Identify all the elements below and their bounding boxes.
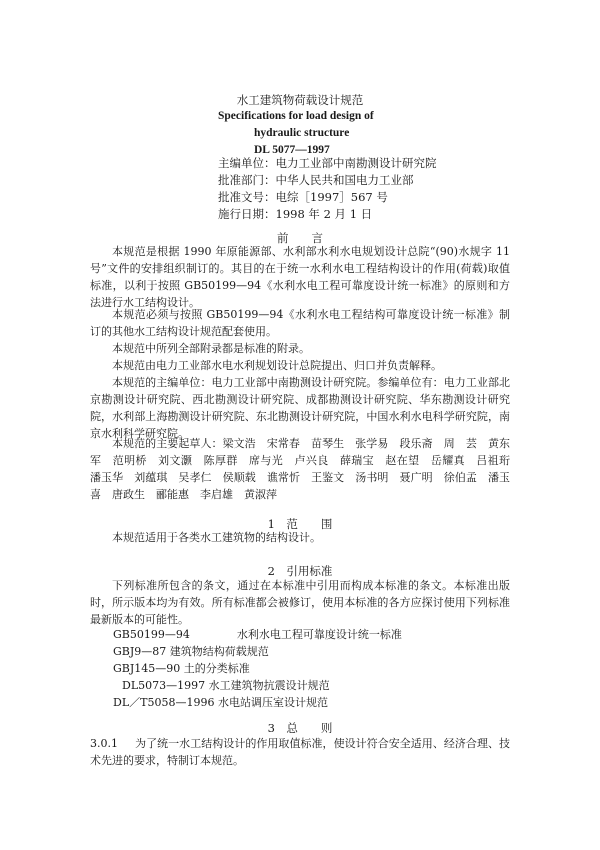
english-title-line-2: hydraulic structure bbox=[254, 127, 350, 139]
clause-number: 3.0.1 bbox=[90, 737, 118, 750]
foreword-paragraph-2: 本规范必须与按照 GB50199—94《水利水电工程结构可靠度设计统一标准》制订的其他水工结构设计规范配套使用。 bbox=[90, 308, 510, 338]
foreword-paragraph-1: 本规范是根据 1990 年原能源部、水利部水利水电规划设计总院“(90)水规字 11 号”文件的安排组织制订的。其目的在于统一水利水电工程结构设计的作用(荷载)取值标准，以利于按照 GB50199—94《水利水电工程可靠度设计统一标准》的原则和方法进行水工结构设计。 bbox=[90, 245, 510, 309]
reference-title: 水利水电工程可靠度设计统一标准 bbox=[236, 628, 402, 641]
reference-item: DL5073—1997 水工建筑物抗震设计规范 bbox=[122, 679, 330, 692]
section-1-paragraph: 本规范适用于各类水工建筑物的结构设计。 bbox=[112, 531, 321, 544]
english-title-line-1: Specifications for load design of bbox=[218, 110, 374, 122]
section-3-heading: 3 总 则 bbox=[267, 721, 333, 735]
section-1-heading: 1 范 围 bbox=[267, 517, 333, 531]
reference-item bbox=[113, 626, 402, 643]
foreword-paragraph-3: 本规范中所列全部附录都是标准的附录。 bbox=[112, 342, 310, 355]
foreword-heading: 前 言 bbox=[277, 231, 323, 245]
meta-chief-unit: 主编单位：电力工业部中南勘测设计研究院 bbox=[218, 156, 437, 170]
clause-text: 为了统一水工结构设计的作用取值标准，使设计符合安全适用、经济合理、技术先进的要求，特制订本规范。 bbox=[90, 737, 511, 767]
foreword-paragraph-5: 本规范的主编单位：电力工业部中南勘测设计研究院。参编单位有：电力工业部北京勘测设计研究院、西北勘测设计研究院、成都勘测设计研究院、华东勘测设计研究院，水利部上海勘测设计研究院、东北勘测设计研究院，中国水利水电科学研究院，南京水利科学研究院。 bbox=[90, 376, 510, 440]
reference-item: GBJ9—87 建筑物结构荷载规范 bbox=[113, 645, 269, 658]
document-title: 水工建筑物荷载设计规范 bbox=[236, 93, 364, 107]
foreword-paragraph-4: 本规范由电力工业部水电水利规划设计总院提出、归口并负责解释。 bbox=[112, 359, 442, 372]
reference-code: GB50199—94 bbox=[113, 628, 190, 641]
reference-item: DL／T5058—1996 水电站调压室设计规范 bbox=[113, 696, 328, 709]
section-2-heading: 2 引用标准 bbox=[267, 564, 333, 578]
clause-3-0-1 bbox=[90, 735, 510, 769]
meta-effective-date: 施行日期：1998 年 2 月 1 日 bbox=[218, 207, 373, 221]
standard-code: DL 5077—1997 bbox=[254, 144, 330, 156]
section-2-paragraph: 下列标准所包含的条文，通过在本标准中引用而构成本标准的条文。本标准出版时，所示版本均为有效。所有标准都会被修订，使用本标准的各方应探讨使用下列标准最新版本的可能性。 bbox=[90, 579, 510, 626]
foreword-drafters: 本规范的主要起草人：梁文浩 宋常春 苗琴生 张学易 段乐斋 周 芸 黄东军 范明桥 刘文灏 陈厚群 席与光 卢兴良 薛瑞宝 赵在望 岳耀真 吕祖珩 潘玉华 刘蕴琪 吴孝仁 侯顺载 谯常忻 王鉴文 汤书明 聂广明 徐伯孟 潘玉喜 唐政生 郦能惠 李启雄 黄淑萍 bbox=[90, 437, 521, 501]
meta-approval-dept: 批准部门：中华人民共和国电力工业部 bbox=[218, 173, 414, 187]
reference-item: GBJ145—90 土的分类标准 bbox=[113, 662, 250, 675]
meta-approval-doc: 批准文号：电综［1997］567 号 bbox=[218, 190, 388, 204]
